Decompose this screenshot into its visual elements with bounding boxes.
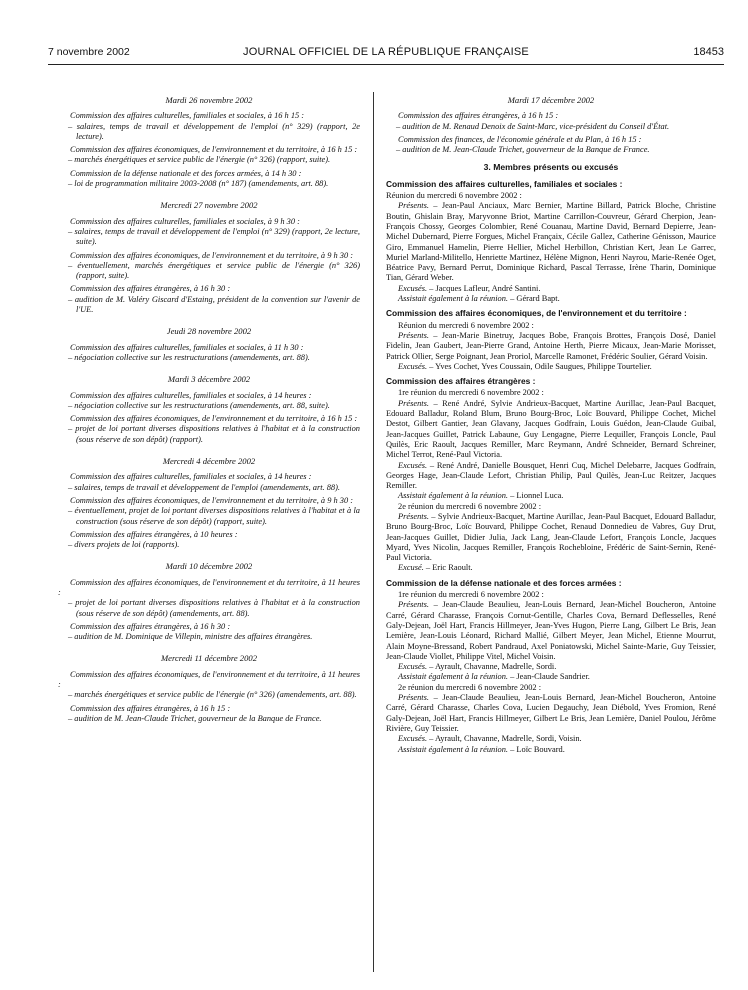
attendance-text: – Jean-Marie Binetruy, Jacques Bobe, François Brottes, François Dosé, Daniel Fidelin, Jean Gaubert, Jean-Pierre Grand, Antoine Herth, Pierre Micaux, Jean-Marie Morisset, Patrick Ollier, Serge Poignant, Jean Proriol, Marcelle Ramonet, Frédéric Soulier, Gérard Voisin. — [386, 330, 716, 361]
attendance-text: – René André, Sylvie Andrieux-Bacquet, Martine Aurillac, Jean-Paul Bacquet, Edouard Balladur, Roland Blum, Bruno Bourg-Broc, Loïc Bouvard, Philippe Cochet, Michel Destot, Gilbert Gantier, Jean Glavany, Jacques Godfrain, Louis Guédon, Jean-Claude Guibal, Jean-Jacques Guillet, Patrick Labaune, Guy Lengagne, Pierre Lequiller, François Loncle, Paul Quilès, Eric Raoult, Jacques Remiller, Marc Reymann, André Schneider, Bernard Schreiner, Michel Terrot, René-Paul Victoria. — [386, 398, 716, 460]
spacer — [58, 366, 360, 374]
attendance-paragraph — [386, 734, 716, 744]
committee-heading: Commission des affaires étrangères, à 10 heures : — [70, 529, 238, 539]
attendance-text: – Ayrault, Chavanne, Madrelle, Sordi. — [427, 662, 557, 672]
committee-title: Commission des affaires économiques, de l'environnement et du territoire : — [386, 308, 687, 319]
agenda-session — [58, 217, 360, 248]
attendance-text: – Yves Cochet, Yves Coussain, Odile Saugues, Philippe Tourtelier. — [427, 361, 652, 371]
attendance-paragraph — [386, 399, 716, 461]
attendance-paragraph — [386, 590, 716, 600]
attendance-text: 1re réunion du mercredi 6 novembre 2002 : — [398, 590, 544, 600]
spacer — [58, 448, 360, 456]
agenda-item: – salaires, temps de travail et développement de l'emploi (n° 329) (rapport, 2e lecture, suite). — [68, 226, 360, 247]
committee-heading: Commission des affaires culturelles, familiales et sociales, à 9 h 30 : — [70, 216, 300, 226]
committee-heading: Commission des affaires économiques, de l'environnement et du territoire, à 11 heures : — [58, 577, 360, 597]
attendance-paragraph — [386, 294, 716, 304]
attendance-text: 2e réunion du mercredi 6 novembre 2002 : — [398, 501, 542, 511]
attendance-label: Assistait également à la réunion. — [398, 491, 509, 501]
committee-heading: Commission des affaires culturelles, familiales et sociales, à 11 h 30 : — [70, 342, 304, 352]
attendance-label: Excusés. — [398, 460, 428, 470]
committee-heading: Commission des affaires culturelles, familiales et sociales, à 14 heures : — [70, 472, 312, 482]
agenda-session — [386, 135, 716, 156]
attendance-text: – Lionnel Luca. — [508, 491, 564, 501]
attendance-label: Excusés. — [398, 734, 428, 744]
agenda-session — [58, 704, 360, 725]
attendance-paragraph — [386, 502, 716, 512]
attendance-paragraph — [386, 331, 716, 362]
attendance-paragraph — [386, 600, 716, 662]
attendance-label: Présents. — [398, 330, 429, 340]
agenda-item: – négociation collective sur les restructurations (amendements, art. 88, suite). — [68, 400, 330, 410]
attendance-paragraph — [386, 491, 716, 501]
attendance-text: Réunion du mercredi 6 novembre 2002 : — [386, 191, 522, 201]
committee-heading: Commission des affaires économiques, de l'environnement et du territoire, à 11 heures : — [58, 669, 360, 690]
agenda-item: – projet de loi portant diverses dispositions relatives à l'habitat et à la construction (sous réserve de son dépôt) (rapport). — [68, 424, 360, 444]
day-heading: Mercredi 27 novembre 2002 — [160, 200, 258, 211]
committee-heading: Commission des affaires économiques, de l'environnement et du territoire, à 16 h 15 : — [70, 145, 358, 155]
agenda-session — [58, 578, 360, 619]
agenda-item: – négociation collective sur les restructurations (amendements, art. 88). — [68, 352, 310, 362]
committee-heading: Commission de la défense nationale et des forces armées, à 14 h 30 : — [70, 168, 302, 178]
agenda-session — [58, 622, 360, 643]
attendance-text: Réunion du mercredi 6 novembre 2002 : — [398, 320, 534, 330]
attendance-text: – Jean-Claude Sandrier. — [508, 672, 590, 682]
column-divider — [373, 92, 374, 972]
agenda-session — [58, 145, 360, 166]
spacer — [58, 192, 360, 200]
attendance-text: – Eric Raoult. — [423, 563, 473, 573]
header-rule — [48, 64, 724, 65]
journal-title: JOURNAL OFFICIEL DE LA RÉPUBLIQUE FRANÇAISE — [243, 46, 529, 58]
day-heading: Mercredi 4 décembre 2002 — [162, 456, 256, 467]
attendance-label: Présents. — [398, 398, 429, 408]
committee-heading: Commission des affaires culturelles, familiales et sociales, à 14 heures : — [70, 390, 312, 400]
agenda-item: – loi de programmation militaire 2003-2008 (n° 187) (amendements, art. 88). — [68, 179, 329, 189]
attendance-paragraph — [386, 662, 716, 672]
spacer — [58, 318, 360, 326]
agenda-session — [58, 670, 360, 701]
spacer — [58, 645, 360, 653]
attendance-paragraph — [386, 201, 716, 283]
day-heading: Mardi 10 décembre 2002 — [165, 561, 253, 572]
page-number: 18453 — [693, 46, 724, 58]
attendance-paragraph — [386, 693, 716, 734]
attendance-paragraph — [386, 683, 716, 693]
agenda-item: – marchés énergétiques et service public de l'énergie (n° 326) (rapport, suite). — [68, 155, 331, 165]
agenda-item: – projet de loi portant diverses dispositions relatives à l'habitat et à la construction (sous réserve de son dépôt) (amendements, art. 88). — [68, 598, 360, 618]
attendance-paragraph — [386, 388, 716, 398]
section-title: 3. Membres présents ou excusés — [483, 162, 619, 173]
agenda-item: – audition de M. Valéry Giscard d'Estaing, président de la convention sur l'avenir de l'UE. — [68, 294, 360, 315]
agenda-item: – audition de M. Renaud Denoix de Saint-Marc, vice-président du Conseil d'État. — [396, 121, 670, 131]
agenda-session — [58, 391, 360, 412]
agenda-item: – salaires, temps de travail et développement de l'emploi (n° 329) (rapport, 2e lecture). — [68, 121, 360, 141]
attendance-text: – Gérard Bapt. — [508, 294, 560, 304]
day-heading: Jeudi 28 novembre 2002 — [166, 326, 252, 337]
attendance-label: Assistait également à la réunion. — [398, 294, 509, 304]
committee-heading: Commission des affaires étrangères, à 16 h 30 : — [70, 284, 231, 294]
left-column — [58, 95, 360, 727]
attendance-text: – Jacques Lafleur, André Santini. — [427, 283, 541, 293]
agenda-session — [58, 169, 360, 190]
attendance-paragraph — [386, 362, 716, 372]
agenda-item: – salaires, temps de travail et développement de l'emploi (amendements, art. 88). — [68, 482, 340, 492]
attendance-text: 2e réunion du mercredi 6 novembre 2002 : — [398, 682, 542, 692]
attendance-label: Présents. — [398, 600, 429, 610]
attendance-label: Présents. — [398, 511, 429, 521]
agenda-session — [58, 530, 360, 551]
agenda-item: – audition de M. Dominique de Villepin, ministre des affaires étrangères. — [68, 632, 313, 642]
attendance-label: Excusé. — [398, 563, 424, 573]
attendance-label: Présents. — [398, 201, 429, 211]
agenda-session — [58, 251, 360, 282]
committee-heading: Commission des affaires économiques, de l'environnement et du territoire, à 9 h 30 : — [70, 250, 354, 260]
committee-heading: Commission des affaires culturelles, familiales et sociales, à 16 h 15 : — [70, 111, 305, 121]
attendance-text: – Jean-Claude Beaulieu, Jean-Louis Bernard, Jean-Michel Boucheron, Antoine Carré, Gérard Charasse, Charles Cova, Lucien Degauchy, Jean Diébold, Yves Fromion, René Galy-Dejean, Joël Hart, Francis Hillmeyer, Gilbert Le Bris, Jean Lemière, Daniel Poulou, Jérôme Rivière, Guy Teissier. — [386, 693, 716, 733]
attendance-text: – Loïc Bouvard. — [508, 744, 565, 754]
attendance-label: Excusés. — [398, 361, 428, 371]
attendance-text: – Jean-Paul Anciaux, Marc Bernier, Martine Billard, Patrick Bloche, Christine Boutin, Ghislain Bray, Maryvonne Briot, Martine Carrillon-Couvreur, Gérard Cherpion, Jean-François Chossy, Georges Colombier, René Couanau, Martine David, Bernard Depierre, Jean-Michel Dubernard, Pierre Forgues, Michel Françaix, Cécile Gallez, Catherine Génisson, Maurice Giro, Emmanuel Hamelin, Pierre Hellier, Michel Herbillon, Christian Kert, Jean Le Garrec, Muriel Marland-Militello, Henriette Martinez, Hélène Mignon, Henri Nayrou, Marie-Renée Oget, Béatrice Pavy, Bernard Perrut, Dominique Richard, Pascal Terrasse, Irène Tharin, Dominique Tian, Gérard Weber. — [386, 201, 716, 283]
committee-heading: Commission des affaires étrangères, à 16 h 30 : — [70, 621, 231, 631]
committee-title: Commission des affaires culturelles, familiales et sociales : — [386, 178, 623, 189]
agenda-session — [58, 496, 360, 527]
attendance-text: – Ayrault, Chavanne, Madrelle, Sordi, Voisin. — [427, 734, 582, 744]
right-column — [386, 95, 716, 755]
attendance-paragraph — [386, 461, 716, 492]
agenda-item: – audition de M. Jean-Claude Trichet, gouverneur de la Banque de France. — [396, 145, 650, 155]
agenda-item: – marchés énergétiques et service public de l'énergie (n° 326) (amendements, art. 88). — [68, 690, 357, 700]
agenda-session — [58, 284, 360, 315]
committee-heading: Commission des affaires économiques, de l'environnement et du territoire, à 9 h 30 : — [70, 495, 354, 505]
committee-title: Commission de la défense nationale et des forces armées : — [386, 577, 622, 588]
attendance-paragraph — [386, 321, 716, 331]
attendance-paragraph — [386, 745, 716, 755]
agenda-session — [58, 343, 360, 364]
day-heading: Mercredi 11 décembre 2002 — [160, 653, 257, 664]
agenda-session — [58, 111, 360, 142]
attendance-paragraph — [386, 191, 716, 201]
agenda-session — [58, 472, 360, 493]
committee-title: Commission des affaires étrangères : — [386, 376, 536, 387]
agenda-session — [386, 111, 716, 132]
agenda-item: – éventuellement, marchés énergétiques et service public de l'énergie (n° 326) (rapport, suite). — [68, 260, 360, 281]
committee-heading: Commission des affaires étrangères, à 16 h 15 : — [70, 703, 231, 713]
committee-heading: Commission des finances, de l'économie générale et du Plan, à 16 h 15 : — [398, 134, 642, 144]
attendance-text: – Sylvie Andrieux-Bacquet, Martine Aurillac, Jean-Paul Bacquet, Edouard Balladur, Bruno Bourg-Broc, Loïc Bouvard, Philippe Cochet, Renaud Donnedieu de Vabres, Guy Drut, Jean-Jacques Guillet, Didier Julia, Jack Lang, Jean-Claude Lefort, François Loncle, Jacques Myard, Yves Nicolin, Jacques Remiller, François Rochebloine, Frédéric de Saint-Sernin, René-Paul Victoria. — [386, 511, 716, 563]
attendance-text: – Jean-Claude Beaulieu, Jean-Louis Bernard, Jean-Michel Boucheron, Antoine Carré, Gérard Charasse, François Cornut-Gentille, Charles Cova, Bernard Deflesselles, René Galy-Dejean, Joël Hart, Francis Hillmeyer, Jean-Yves Hugon, Pierre Lang, Gilbert Le Bris, Jean Lemière, Jean-Louis Léonard, Richard Mallié, Gilbert Meyer, Jean Michel, Etienne Mourrut, Alain Moyne-Bressand, Robert Pandraud, Axel Poniatowski, Michel Sainte-Marie, Guy Teissier, Jean-Claude Viollet, Philippe Vitel, Michel Voisin. — [386, 600, 716, 661]
agenda-item: – divers projets de loi (rapports). — [68, 540, 180, 550]
attendance-text: 1re réunion du mercredi 6 novembre 2002 : — [398, 388, 544, 398]
day-heading: Mardi 17 décembre 2002 — [507, 95, 595, 105]
attendance-paragraph — [386, 563, 716, 573]
issue-date: 7 novembre 2002 — [48, 46, 130, 58]
attendance-paragraph — [386, 672, 716, 682]
attendance-text: – René André, Danielle Bousquet, Henri Cuq, Michel Delebarre, Jacques Godfrain, Georges Hage, Jean-Claude Lefort, Christian Philip, Paul Quilès, Jean-Luc Reitzer, Jacques Remiller. — [386, 460, 716, 491]
committee-heading: Commission des affaires étrangères, à 16 h 15 : — [398, 111, 559, 121]
attendance-paragraph — [386, 284, 716, 294]
attendance-label: Excusés. — [398, 662, 428, 672]
agenda-session — [58, 414, 360, 445]
attendance-label: Assistait également à la réunion. — [398, 672, 509, 682]
day-heading: Mardi 3 décembre 2002 — [167, 374, 251, 385]
page-header — [48, 46, 724, 62]
committee-heading: Commission des affaires économiques, de l'environnement et du territoire, à 16 h 15 : — [70, 414, 358, 424]
agenda-item: – éventuellement, projet de loi portant diverses dispositions relatives à l'habitat et à la construction (sous réserve de son dépôt) (rapport, suite). — [68, 506, 360, 526]
attendance-label: Excusés. — [398, 283, 428, 293]
attendance-label: Présents. — [398, 693, 429, 703]
day-heading: Mardi 26 novembre 2002 — [165, 95, 253, 105]
agenda-item: – audition de M. Jean-Claude Trichet, gouverneur de la Banque de France. — [68, 713, 322, 723]
spacer — [58, 553, 360, 561]
attendance-paragraph — [386, 512, 716, 563]
attendance-label: Assistait également à la réunion. — [398, 744, 509, 754]
